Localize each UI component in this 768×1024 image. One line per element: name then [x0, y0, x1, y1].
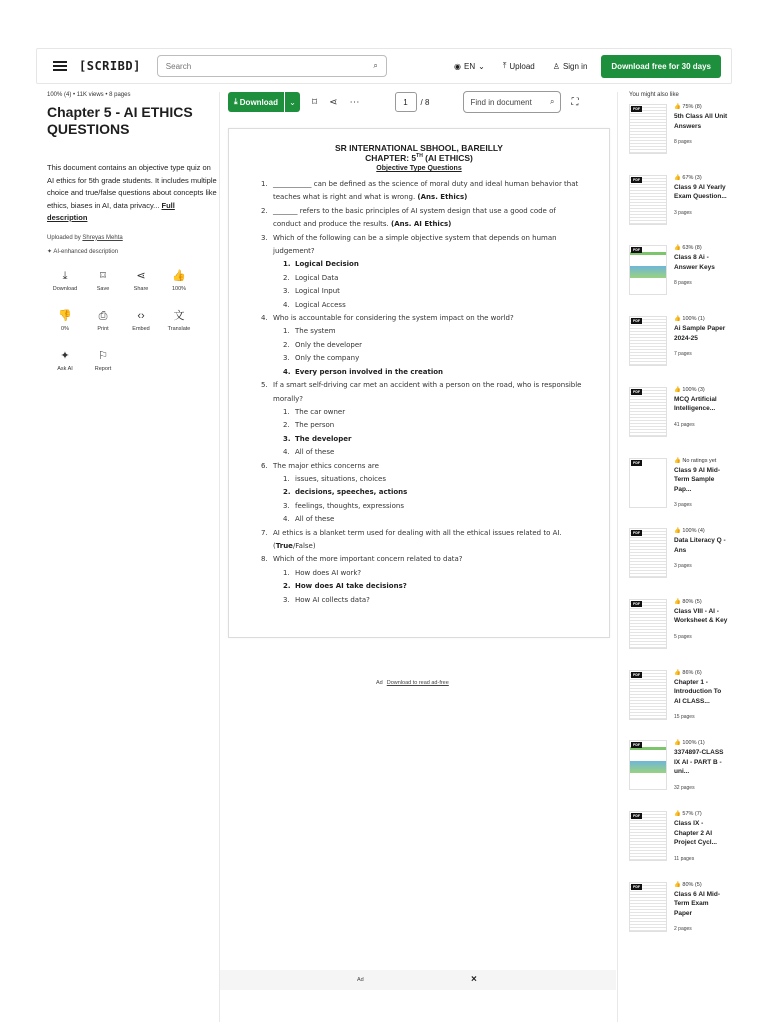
related-title[interactable]: Class 9 AI Yearly Exam Question...: [674, 183, 727, 201]
download-icon: ⤓: [234, 97, 238, 106]
bookmark-icon: ⌑: [100, 269, 106, 282]
question: [261, 178, 585, 205]
fullscreen-icon[interactable]: ⛶: [571, 96, 579, 108]
option-text: How does AI take decisions?: [295, 582, 407, 591]
page-number-input[interactable]: 1: [395, 92, 417, 112]
related-rating: [674, 458, 728, 464]
divider-right: [617, 92, 618, 1022]
related-pages: 5 pages: [674, 633, 692, 640]
question-number: 2.: [261, 206, 268, 215]
action-label: Download: [52, 285, 78, 292]
related-panel: [629, 92, 729, 933]
thumbs-down-icon: 👎: [58, 309, 72, 322]
option-text: The person: [295, 421, 335, 430]
question-number: 6.: [261, 461, 268, 470]
sparkle-icon: ✦: [47, 248, 53, 255]
chapter-heading: [229, 153, 609, 163]
action-translate[interactable]: [161, 305, 197, 337]
question-number: 4.: [261, 314, 268, 323]
related-info: [674, 458, 728, 509]
action-print[interactable]: [85, 305, 121, 337]
answer-option: [273, 419, 585, 432]
related-title[interactable]: Class 6 AI Mid-Term Exam Paper: [674, 890, 720, 917]
related-pages: 41 pages: [674, 421, 695, 428]
report-icon: ⚐: [98, 349, 108, 362]
chapter-post: (AI ETHICS): [422, 153, 473, 163]
language-selector[interactable]: [454, 62, 485, 71]
answer-true: True: [275, 541, 293, 550]
thumbs-up-icon: 👍: [674, 174, 683, 181]
uploader-line: [47, 235, 217, 241]
option-text: Logical Access: [295, 300, 346, 309]
thumbs-up-icon: 👍: [674, 457, 683, 464]
ad-banner: [376, 680, 449, 686]
related-heading: You might also like: [629, 92, 679, 98]
doc-toolbar: [228, 90, 610, 114]
action-download[interactable]: [47, 265, 83, 297]
related-pages: 3 pages: [674, 209, 692, 216]
related-title[interactable]: Class 8 Ai - Answer Keys: [674, 254, 715, 271]
related-info: [674, 811, 728, 862]
school-name: SR INTERNATIONAL SBHOOL, BAREILLY: [335, 143, 503, 153]
action-label: Print: [97, 325, 109, 332]
bottom-ad-label: Ad: [357, 977, 364, 983]
related-title[interactable]: Class VIII - AI - Worksheet & Key: [674, 607, 728, 625]
pdf-badge: PDF: [633, 389, 640, 394]
action-label: Translate: [167, 325, 191, 332]
option-number: 4.: [283, 448, 290, 457]
related-card[interactable]: [629, 670, 729, 721]
answer-option: [273, 406, 585, 419]
action-embed[interactable]: [123, 305, 159, 337]
related-title[interactable]: 3374897-CLASS IX AI - PART B - uni...: [674, 749, 724, 776]
action-report[interactable]: [85, 345, 121, 377]
ask-ai-icon: ✦: [60, 349, 70, 362]
thumbs-up-icon: 👍: [674, 881, 683, 888]
option-number: 1.: [283, 568, 290, 577]
question-number: 1.: [261, 180, 268, 188]
question-text: Which of the following can be a simple objective system that depends on human judgement?: [273, 233, 557, 256]
option-text: decisions, speeches, actions: [295, 488, 408, 497]
action-bookmark[interactable]: [85, 265, 121, 297]
find-placeholder: Find in document: [470, 97, 532, 107]
rating-text: No ratings yet: [682, 457, 717, 464]
related-rating: [674, 740, 728, 746]
answer-option: [273, 285, 585, 298]
question-text: The major ethics concerns are: [273, 461, 379, 470]
action-label: 0%: [61, 325, 69, 332]
rating-text: 100% (3): [682, 386, 705, 393]
related-info: [674, 316, 728, 366]
thumbs-up-icon: 👍: [674, 528, 683, 535]
download-icon: ⤓: [62, 269, 68, 282]
chevron-down-icon: ⌄: [289, 97, 296, 107]
answer-option: [273, 366, 585, 379]
related-info: [674, 175, 728, 225]
related-pages: 7 pages: [674, 351, 692, 358]
question: [261, 232, 585, 259]
related-info: [674, 245, 728, 295]
option-number: 4.: [283, 515, 290, 524]
rating-text: 100% (1): [682, 316, 705, 323]
action-label: Embed: [132, 325, 150, 332]
related-title[interactable]: Data Literacy Q - Ans: [674, 537, 726, 554]
document-thumbnail[interactable]: [629, 387, 667, 437]
option-text: Logical Data: [295, 273, 339, 282]
question: [261, 460, 585, 473]
action-ask-ai[interactable]: [47, 345, 83, 377]
uploaded-by-label: Uploaded by: [47, 234, 81, 241]
document-thumbnail[interactable]: [629, 528, 667, 578]
answer-option: [273, 299, 585, 312]
rating-text: 67% (3): [682, 174, 702, 181]
answer-option: [273, 473, 585, 486]
related-rating: [674, 811, 728, 817]
option-text: Only the developer: [295, 340, 363, 349]
option-number: 1.: [283, 474, 290, 483]
question-text: _______ refers to the basic principles of AI system design that use a good code of conduct and produce the results.: [273, 206, 556, 229]
globe-icon: ◉: [454, 61, 462, 71]
document-thumbnail[interactable]: [629, 882, 667, 932]
option-number: 3.: [283, 434, 291, 443]
related-card[interactable]: [629, 104, 729, 154]
option-text: Logical Decision: [295, 260, 359, 269]
option-number: 1.: [283, 327, 290, 336]
print-icon: ⎙: [98, 309, 108, 322]
question-text: Who is accountable for considering the system impact on the world?: [273, 314, 514, 323]
option-text: Logical Input: [295, 287, 340, 296]
question-text: ___________ can be defined as the science of moral duty and ideal human behavior that teaches what is right and what is wrong.: [273, 180, 579, 202]
answer-text: (Ans. AI Ethics): [391, 220, 452, 229]
thumbs-up-icon: 👍: [172, 269, 186, 282]
related-pages: 11 pages: [674, 855, 695, 862]
rating-text: 63% (8): [682, 245, 702, 252]
scribd-logo[interactable]: [SCRIBD]: [79, 59, 141, 73]
answer-option: [273, 500, 585, 513]
related-pages: 8 pages: [674, 280, 692, 287]
option-text: Only the company: [295, 354, 360, 363]
related-rating: [674, 175, 728, 181]
rating-text: 80% (5): [682, 881, 702, 888]
action-thumbs-down[interactable]: [47, 305, 83, 337]
answer-option: [273, 580, 585, 593]
related-rating: [674, 528, 728, 534]
thumbs-up-icon: 👍: [674, 669, 683, 676]
thumbs-up-icon: 👍: [674, 811, 683, 817]
related-title[interactable]: Class IX - Chapter 2 AI Project Cycl...: [674, 820, 717, 846]
related-rating: [674, 104, 728, 110]
option-text: issues, situations, choices: [295, 474, 386, 483]
answer-option: [273, 513, 585, 526]
question-number: 8.: [261, 555, 268, 564]
option-text: The car owner: [295, 407, 346, 416]
question-text: If a smart self-driving car met an accident with a person on the road, who is responsible morally?: [273, 381, 582, 403]
top-nav: [36, 48, 732, 84]
search-box[interactable]: [157, 55, 387, 77]
related-title[interactable]: MCQ Artificial Intelligence...: [674, 395, 717, 413]
related-card[interactable]: [629, 245, 729, 295]
download-label: Download: [239, 97, 278, 107]
pdf-badge: PDF: [633, 460, 640, 465]
related-rating: [674, 387, 728, 393]
chapter-pre: CHAPTER: 5: [365, 153, 417, 163]
search-icon[interactable]: ⌕: [373, 61, 378, 70]
rating-text: 57% (7): [682, 811, 702, 817]
rating-text: 100% (1): [682, 740, 705, 747]
embed-icon: ‹›: [137, 309, 145, 322]
doc-info-panel: [47, 92, 217, 377]
question: [261, 379, 585, 406]
related-info: [674, 670, 728, 721]
rating-text: 86% (6): [682, 669, 702, 676]
related-title[interactable]: Class 9 AI Mid-Term Sample Pap...: [674, 466, 720, 493]
action-label: Report: [94, 365, 112, 372]
pdf-badge: PDF: [633, 672, 640, 677]
signin-button[interactable]: [553, 62, 588, 71]
language-label: EN: [464, 61, 476, 71]
related-rating: [674, 245, 728, 251]
option-text: How does AI work?: [295, 568, 362, 577]
related-pages: 3 pages: [674, 563, 692, 570]
related-card[interactable]: [629, 528, 729, 578]
action-label: Share: [133, 285, 149, 292]
option-text: The developer: [295, 434, 352, 443]
document-thumbnail[interactable]: [629, 670, 667, 720]
option-number: 3.: [283, 595, 290, 604]
user-icon: ♙: [552, 61, 560, 71]
option-text: The system: [295, 327, 336, 336]
answer-option: [273, 352, 585, 365]
document-thumbnail[interactable]: [629, 316, 667, 366]
document-thumbnail[interactable]: [629, 175, 667, 225]
ai-description-label: AI-enhanced description: [53, 248, 119, 255]
thumbs-up-icon: 👍: [674, 598, 683, 605]
related-pages: 15 pages: [674, 714, 695, 721]
related-rating: [674, 670, 728, 676]
option-text: Every person involved in the creation: [295, 367, 444, 376]
pdf-badge: PDF: [633, 884, 640, 889]
upload-label: Upload: [509, 61, 535, 71]
answer-option: [273, 567, 585, 580]
question: [261, 205, 585, 232]
page-total: / 8: [420, 97, 430, 107]
related-info: [674, 387, 728, 437]
action-label: Save: [96, 285, 110, 292]
option-text: feelings, thoughts, expressions: [295, 501, 404, 510]
doc-meta: 100% (4) • 11K views • 8 pages: [47, 92, 131, 98]
answer-text: (Ans. Ethics): [417, 193, 468, 202]
related-card[interactable]: [629, 458, 729, 509]
signin-label: Sign in: [562, 61, 588, 71]
related-rating: [674, 882, 728, 888]
answer-false: /False): [292, 541, 316, 550]
uploader-link[interactable]: Shreyas Mehta: [82, 234, 123, 241]
menu-icon[interactable]: [53, 59, 67, 73]
option-number: 2.: [283, 273, 290, 282]
full-description-link[interactable]: Full description: [47, 200, 175, 222]
related-card[interactable]: [629, 387, 729, 437]
question-number: 3.: [261, 233, 268, 242]
thumbs-up-icon: 👍: [674, 740, 683, 747]
doc-title: Chapter 5 - AI ETHICS QUESTIONS: [47, 104, 193, 137]
pdf-badge: PDF: [633, 177, 640, 182]
related-card[interactable]: [629, 316, 729, 366]
answer-option: [273, 272, 585, 285]
answer-option: [273, 433, 585, 446]
download-button[interactable]: [228, 92, 284, 112]
close-icon[interactable]: ×: [471, 974, 477, 985]
option-number: 1.: [283, 407, 290, 416]
action-label: Ask AI: [57, 365, 73, 372]
ad-free-link[interactable]: Download to read ad-free: [386, 680, 449, 686]
share-icon: ⋖: [136, 269, 146, 282]
ai-description-line: [47, 248, 217, 255]
answer-option: [273, 594, 585, 607]
related-pages: 3 pages: [674, 502, 692, 508]
related-card[interactable]: [629, 811, 729, 862]
section-heading: Objective Type Questions: [376, 165, 462, 172]
document-thumbnail[interactable]: [629, 599, 667, 649]
share-icon[interactable]: ⋖: [329, 96, 338, 108]
question: [261, 553, 585, 566]
answer-option: [273, 339, 585, 352]
upload-icon: ⤒: [502, 61, 507, 70]
related-info: [674, 882, 728, 933]
question: [261, 312, 585, 325]
option-number: 2.: [283, 340, 290, 349]
pdf-badge: PDF: [633, 531, 640, 536]
related-title[interactable]: Chapter 1 - Introduction To AI CLASS...: [674, 678, 722, 705]
option-number: 4.: [283, 300, 290, 309]
rating-text: 75% (8): [682, 104, 702, 110]
search-icon[interactable]: ⌕: [549, 97, 555, 106]
chevron-down-icon: ⌄: [478, 61, 485, 71]
related-card[interactable]: [629, 175, 729, 225]
description-text: This document contains an objective type quiz on AI ethics for 5th grade students. It includes multiple choice and true/false questions about concepts like ethics, biases in AI, data privacy...: [47, 163, 217, 210]
find-in-document[interactable]: [463, 91, 561, 113]
pdf-badge: PDF: [633, 107, 640, 111]
pdf-badge: PDF: [633, 319, 640, 324]
related-pages: 2 pages: [674, 926, 692, 933]
pdf-badge: PDF: [633, 814, 640, 818]
option-number: 3.: [283, 501, 290, 510]
pdf-badge: PDF: [633, 601, 640, 606]
related-card[interactable]: [629, 599, 729, 649]
document-thumbnail[interactable]: [629, 245, 667, 295]
search-input[interactable]: [166, 62, 346, 71]
question-number: 7.: [261, 528, 268, 537]
answer-option: [273, 446, 585, 459]
download-free-button[interactable]: Download free for 30 days: [601, 55, 721, 78]
document-thumbnail[interactable]: [629, 104, 667, 154]
related-info: [674, 599, 728, 649]
upload-button[interactable]: [503, 61, 535, 71]
translate-icon: 文: [173, 309, 185, 322]
document-thumbnail[interactable]: [629, 458, 667, 508]
option-number: 2.: [283, 421, 290, 430]
thumbs-up-icon: 👍: [674, 245, 683, 252]
related-title[interactable]: 5th Class All Unit Answers: [674, 113, 728, 130]
bottom-ad-bar: [220, 970, 616, 990]
action-grid: [47, 265, 217, 377]
pdf-badge: PDF: [633, 248, 640, 253]
question-number: 5.: [261, 381, 268, 390]
pdf-badge: PDF: [633, 743, 640, 748]
action-label: 100%: [171, 285, 187, 292]
related-info: [674, 104, 728, 154]
question-list: [229, 178, 609, 607]
thumbs-up-icon: 👍: [674, 316, 683, 323]
bookmark-icon[interactable]: ⌑: [312, 96, 318, 108]
download-options-button[interactable]: [284, 92, 300, 112]
question-text: Which of the more important concern related to data?: [273, 555, 463, 564]
nav-right: [436, 55, 731, 78]
more-icon[interactable]: ⋯: [349, 96, 360, 108]
answer-option: [273, 258, 585, 271]
document-page: [228, 128, 610, 638]
option-number: 4.: [283, 367, 291, 376]
answer-option: [273, 325, 585, 338]
answer-option: [273, 486, 585, 499]
option-text: All of these: [295, 448, 335, 457]
option-number: 3.: [283, 287, 290, 296]
thumbs-up-icon: 👍: [674, 386, 683, 393]
document-thumbnail[interactable]: [629, 740, 667, 790]
option-text: How AI collects data?: [295, 595, 370, 604]
option-number: 2.: [283, 488, 291, 497]
related-card[interactable]: [629, 882, 729, 933]
rating-text: 100% (4): [682, 528, 705, 535]
chapter-sup: TH: [416, 153, 423, 160]
rating-text: 80% (5): [682, 598, 702, 605]
related-rating: [674, 316, 728, 322]
action-thumbs-up[interactable]: [161, 265, 197, 297]
ad-label: Ad: [376, 680, 383, 686]
related-info: [674, 740, 728, 791]
divider-left: [219, 92, 220, 1022]
thumbs-up-icon: 👍: [674, 104, 683, 110]
question-text: AI ethics is a blanket term used for dealing with all the ethical issues related to AI.: [273, 528, 562, 537]
related-pages: 8 pages: [674, 139, 692, 145]
action-share[interactable]: [123, 265, 159, 297]
option-number: 1.: [283, 260, 291, 269]
option-text: All of these: [295, 515, 335, 524]
option-number: 3.: [283, 354, 290, 363]
doc-description: [47, 162, 217, 225]
related-info: [674, 528, 728, 578]
related-pages: 32 pages: [674, 784, 695, 791]
related-card[interactable]: [629, 740, 729, 791]
related-rating: [674, 599, 728, 605]
document-thumbnail[interactable]: [629, 811, 667, 861]
question: 7. AI ethics is a blanket term used for dealing with all the ethical issues related to AI. (True/False): [261, 528, 562, 550]
related-title[interactable]: Ai Sample Paper 2024-25: [674, 325, 726, 342]
option-number: 2.: [283, 582, 291, 591]
